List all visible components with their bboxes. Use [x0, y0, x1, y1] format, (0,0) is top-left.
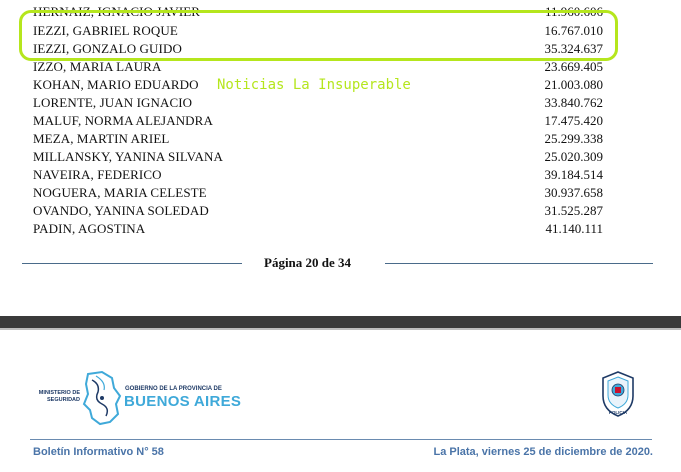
page-number: Página 20 de 34 — [264, 255, 352, 270]
document-number: 23.669.405 — [544, 59, 603, 74]
list-item — [33, 59, 603, 77]
person-name: IZZO, MARIA LAURA — [33, 59, 162, 74]
list-item — [33, 221, 603, 239]
person-name: MEZA, MARTIN ARIEL — [33, 131, 170, 146]
police-shield-icon — [600, 370, 636, 418]
gobierno-label: GOBIERNO DE LA PROVINCIA DE — [125, 386, 222, 392]
document-number: 25.299.338 — [544, 131, 603, 146]
document-number: 41.140.111 — [545, 221, 603, 236]
watermark-text: Noticias La Insuperable — [217, 77, 411, 93]
person-name: MILLANSKY, YANINA SILVANA — [33, 149, 223, 164]
list-item — [33, 185, 603, 203]
document-number: 33.840.762 — [544, 95, 603, 110]
page-separator — [0, 316, 681, 328]
bulletin-date: La Plata, viernes 25 de diciembre de 2020. — [433, 446, 653, 458]
document-number: 39.184.514 — [544, 167, 603, 182]
document-number: 31.525.287 — [544, 203, 603, 218]
footer-divider — [30, 439, 652, 440]
province-map-icon — [82, 370, 122, 426]
person-name: IEZZI, GABRIEL ROQUE — [33, 23, 178, 38]
bulletin-number: Boletín Informativo N° 58 — [33, 446, 164, 458]
person-name: PADIN, AGOSTINA — [33, 221, 146, 236]
document-number: 16.767.010 — [544, 23, 603, 38]
list-item — [33, 149, 603, 167]
document-number: 17.475.420 — [544, 113, 603, 128]
divider — [22, 263, 242, 264]
person-name: MALUF, NORMA ALEJANDRA — [33, 113, 213, 128]
list-item — [33, 167, 603, 185]
person-name: NOGUERA, MARIA CELESTE — [33, 185, 207, 200]
person-name: OVANDO, YANINA SOLEDAD — [33, 203, 209, 218]
document-number: 25.020.309 — [544, 149, 603, 164]
ministerio-label: MINISTERIO DE SEGURIDAD — [38, 390, 80, 403]
person-name: HERNAIZ, IGNACIO JAVIER — [33, 4, 201, 19]
svg-text:POLICIA: POLICIA — [608, 410, 628, 415]
list-item — [33, 113, 603, 131]
divider — [385, 263, 653, 264]
list-item — [33, 95, 603, 113]
person-name: IEZZI, GONZALO GUIDO — [33, 41, 182, 56]
document-number: 30.937.658 — [544, 185, 603, 200]
page-footer — [0, 330, 681, 472]
document-number: 11.960.606 — [544, 4, 603, 19]
document-number: 35.324.637 — [544, 41, 603, 56]
page-indicator — [0, 255, 681, 271]
person-name: NAVEIRA, FEDERICO — [33, 167, 162, 182]
highlight-outline — [19, 10, 618, 61]
person-name: KOHAN, MARIO EDUARDO — [33, 77, 199, 92]
document-number: 21.003.080 — [544, 77, 603, 92]
person-name: LORENTE, JUAN IGNACIO — [33, 95, 193, 110]
list-item — [33, 131, 603, 149]
provincia-label: BUENOS AIRES — [124, 393, 242, 410]
list-item — [33, 203, 603, 221]
